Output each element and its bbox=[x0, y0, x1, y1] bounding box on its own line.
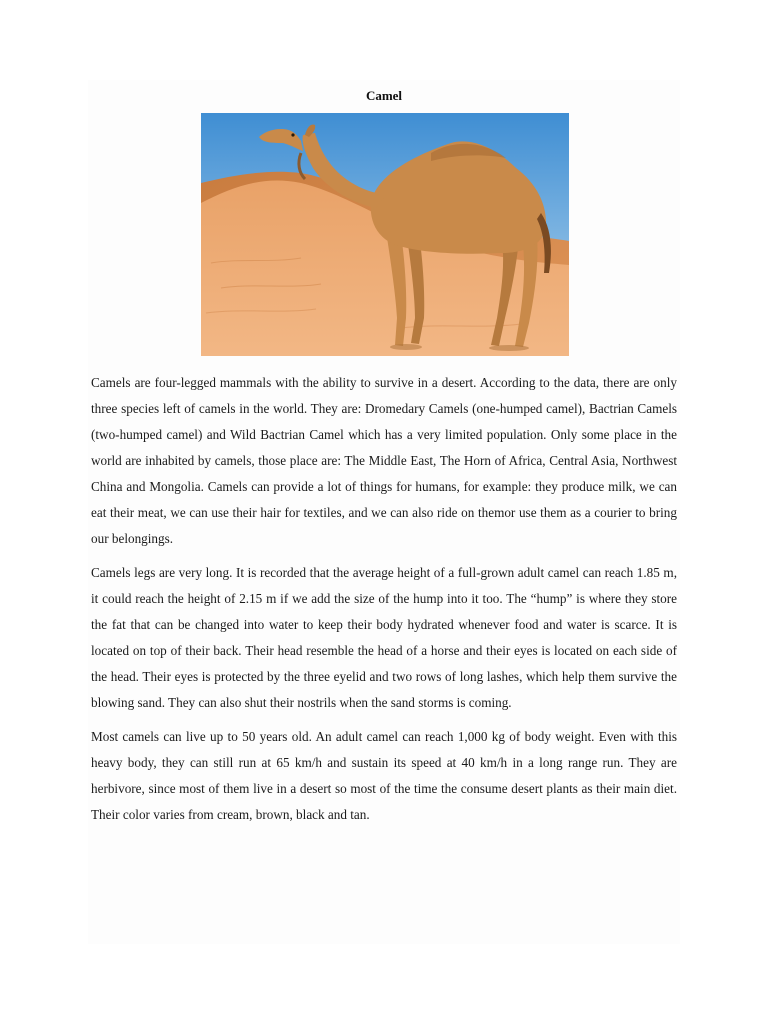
document-body bbox=[91, 370, 677, 836]
camel-photo bbox=[201, 113, 569, 356]
paragraph: Camels legs are very long. It is recorded that the average height of a full-grown adult camel can reach 1.85 m, it could reach the height of 2.15 m if we add the size of the hump into it too. The “hump” is where they store the fat that can be changed into water to keep their body hydrated whenever food and water is scarce. It is located on top of their back. Their head resemble the head of a horse and their eyes is located on each side of the head. Their eyes is protected by the three eyelid and two rows of long lashes, which help them survive the blowing sand. They can also shut their nostrils when the sand storms is coming. bbox=[91, 565, 677, 710]
document-title: Camel bbox=[365, 88, 403, 103]
paragraph: Most camels can live up to 50 years old. An adult camel can reach 1,000 kg of body weight. Even with this heavy body, they can still run at 65 km/h and sustain its speed at 40 km/h in a long range run. They are herbivore, since most of them live in a desert so most of the time the consume desert plants as their main diet. Their color varies from cream, brown, black and tan. bbox=[91, 729, 677, 822]
document-page bbox=[88, 80, 680, 944]
paragraph: Camels are four-legged mammals with the ability to survive in a desert. According to the data, there are only three species left of camels in the world. They are: Dromedary Camels (one-humped camel), Bactrian Camels (two-humped camel) and Wild Bactrian Camel which has a very limited population. Only some place in the world are inhabited by camels, those place are: The Middle East, The Horn of Africa, Central Asia, Northwest China and Mongolia. Camels can provide a lot of things for humans, for example: they produce milk, we can eat their meat, we can use their hair for textiles, and we can also ride on themor use them as a courier to bring our belongings. bbox=[91, 375, 677, 546]
